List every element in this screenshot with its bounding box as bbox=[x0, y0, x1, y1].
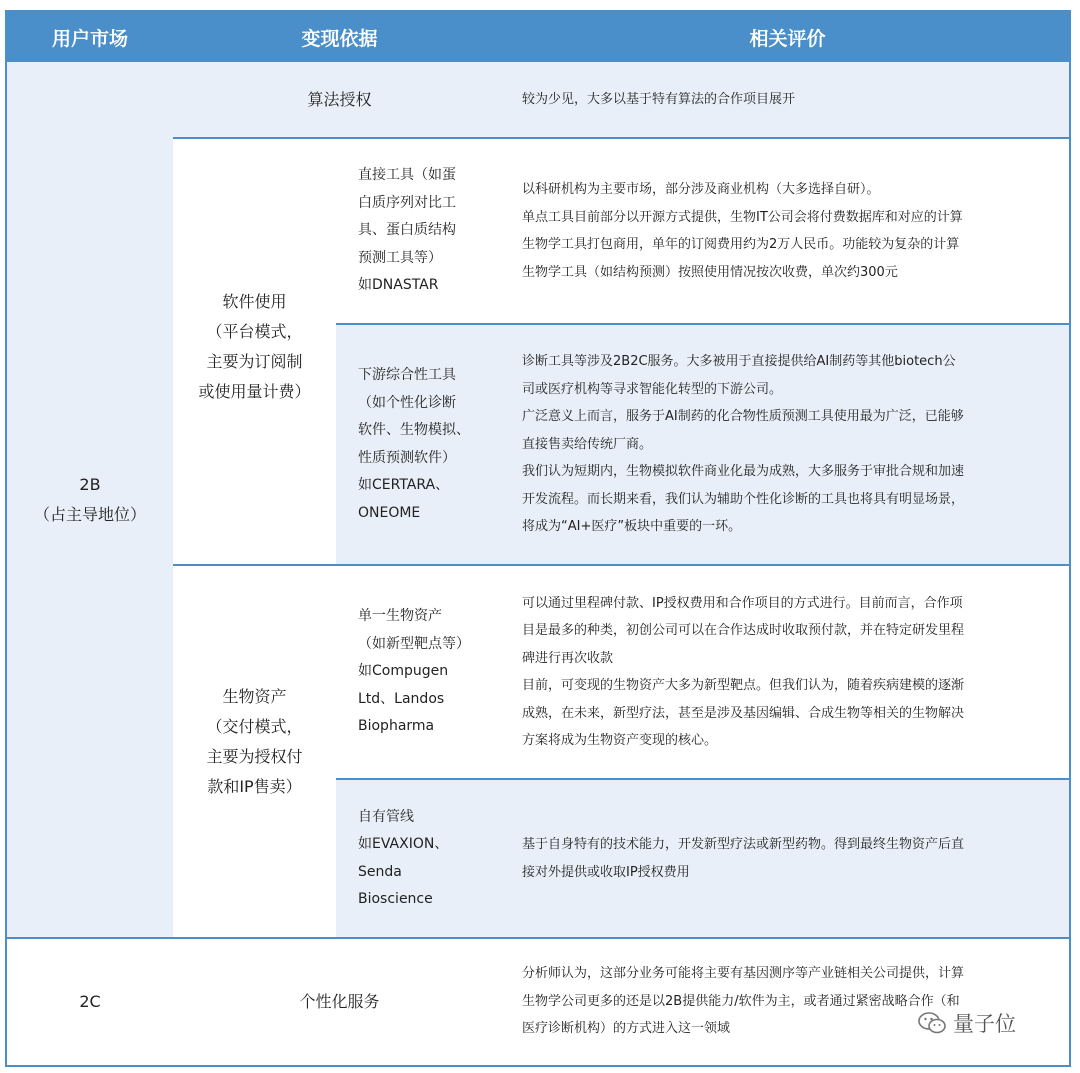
downstream-tools-line: （如个性化诊断 bbox=[358, 394, 456, 411]
software-label-line: （平台模式， bbox=[206, 321, 303, 341]
divider-algo bbox=[173, 137, 1069, 139]
bio-label-line: 主要为授权付 bbox=[206, 746, 303, 766]
market-2b-cell bbox=[7, 62, 173, 938]
downstream-review-line: 开发流程。而长期来看，我们认为辅助个性化诊断的工具也将具有明显场景， bbox=[522, 491, 965, 507]
b2c-review-line: 生物学公司更多的还是以2B提供能力/软件为主，或者通过紧密战略合作（和 bbox=[522, 993, 960, 1009]
wechat-icon bbox=[917, 1011, 947, 1035]
single-asset-line: （如新型靶点等） bbox=[358, 635, 470, 652]
direct-tools-line: 如DNASTAR bbox=[358, 277, 439, 294]
b2c-review-cell bbox=[506, 938, 1069, 1065]
single-review-line: 目是最多的种类，初创公司可以在合作达成时收取预付款，并在特定研发里程 bbox=[522, 623, 965, 638]
algo-basis: 算法授权 bbox=[307, 90, 372, 109]
single-review-line: 成熟，在未来，新型疗法，甚至是涉及基因编辑、合成生物等相关的生物解决 bbox=[522, 705, 965, 721]
single-review-line: 碑进行再次收款 bbox=[522, 650, 614, 666]
header-review: 相关评价 bbox=[506, 12, 1069, 62]
downstream-tools-line: 如CERTARA、 bbox=[358, 477, 450, 493]
algo-review-cell bbox=[506, 62, 1069, 138]
direct-tools-line: 白质序列对比工 bbox=[358, 194, 456, 211]
bio-label-line: 款和IP售卖） bbox=[207, 776, 302, 796]
divider-software-bio bbox=[173, 564, 1069, 566]
pipeline-review-line: 接对外提供或收取IP授权费用 bbox=[522, 864, 690, 880]
downstream-tools-cell bbox=[336, 324, 506, 565]
downstream-review-line: 直接售卖给传统厂商。 bbox=[522, 436, 653, 452]
personalized-service: 个性化服务 bbox=[299, 991, 380, 1011]
b2c-review-line: 医疗诊断机构）的方式进入这一领域 bbox=[522, 1021, 731, 1037]
single-review-line: 目前，可变现的生物资产大多为新型靶点。但我们认为，随着疾病建模的逐渐 bbox=[522, 678, 965, 693]
market-2c-cell bbox=[7, 938, 173, 1065]
single-asset-cell bbox=[336, 565, 506, 779]
personalized-service-cell bbox=[173, 938, 506, 1065]
algo-review: 较为少见，大多以基于特有算法的合作项目展开 bbox=[522, 92, 796, 108]
downstream-tools-line: 下游综合性工具 bbox=[358, 367, 456, 383]
downstream-review-line: 将成为“AI+医疗”板块中重要的一环。 bbox=[522, 519, 742, 535]
market-2c-label: 2C bbox=[79, 991, 101, 1011]
market-2b-note: （占主导地位） bbox=[33, 505, 146, 524]
direct-tools-line: 预测工具等） bbox=[358, 249, 442, 266]
bio-label-line: （交付模式， bbox=[206, 716, 303, 736]
direct-review-line: 生物学工具（如结构预测）按照使用情况按次收费，单次约300元 bbox=[522, 264, 898, 280]
pipeline-line: Senda bbox=[358, 863, 402, 880]
direct-tools-review-cell bbox=[506, 138, 1069, 324]
single-review-line: 方案将成为生物资产变现的核心。 bbox=[522, 733, 718, 748]
pipeline-line: 如EVAXION、 bbox=[358, 836, 449, 852]
software-label-line: 主要为订阅制 bbox=[206, 351, 303, 371]
downstream-tools-line: 软件、生物模拟、 bbox=[358, 422, 470, 438]
software-label-cell bbox=[173, 138, 336, 565]
direct-tools-cell bbox=[336, 138, 506, 324]
pipeline-review-line: 基于自身特有的技术能力，开发新型疗法或新型药物。得到最终生物资产后直 bbox=[522, 837, 965, 852]
watermark bbox=[917, 1008, 1016, 1038]
header-basis: 变现依据 bbox=[173, 12, 506, 62]
single-asset-review-cell bbox=[506, 565, 1069, 779]
divider-direct-downstream bbox=[336, 323, 1069, 325]
algo-basis-cell bbox=[173, 62, 506, 138]
single-review-line: 可以通过里程碑付款、IP授权费用和合作项目的方式进行。目前而言，合作项 bbox=[522, 595, 963, 611]
divider-2b-2c bbox=[7, 937, 1069, 939]
software-label-line: 或使用量计费） bbox=[198, 381, 311, 401]
bio-label-line: 生物资产 bbox=[222, 686, 287, 706]
pipeline-line: Bioscience bbox=[358, 891, 433, 907]
downstream-review-line: 司或医疗机构等寻求智能化转型的下游公司。 bbox=[522, 381, 783, 397]
downstream-review-line: 广泛意义上而言，服务于AI制药的化合物性质预测工具使用最为广泛，已能够 bbox=[522, 409, 964, 425]
downstream-tools-line: ONEOME bbox=[358, 504, 421, 521]
divider-single-pipeline bbox=[336, 778, 1069, 780]
market-2b-label: 2B bbox=[79, 475, 101, 494]
pipeline-review-cell bbox=[506, 779, 1069, 938]
direct-tools-line: 具、蛋白质结构 bbox=[358, 222, 456, 239]
single-asset-line: 如Compugen bbox=[358, 663, 449, 680]
pipeline-line: 自有管线 bbox=[358, 808, 414, 825]
direct-review-line: 生物学工具打包商用，单年的订阅费用约为2万人民币。功能较为复杂的计算 bbox=[522, 237, 960, 252]
single-asset-line: Ltd、Landos bbox=[358, 690, 445, 707]
pipeline-cell bbox=[336, 779, 506, 938]
downstream-review-line: 我们认为短期内，生物模拟软件商业化最为成熟，大多服务于审批合规和加速 bbox=[522, 464, 965, 480]
direct-review-line: 以科研机构为主要市场，部分涉及商业机构（大多选择自研）。 bbox=[522, 182, 880, 197]
direct-tools-line: 直接工具（如蛋 bbox=[358, 167, 456, 184]
single-asset-line: 单一生物资产 bbox=[358, 608, 442, 625]
header-market: 用户市场 bbox=[7, 12, 173, 62]
bio-asset-label-cell bbox=[173, 565, 336, 938]
watermark-text: 量子位 bbox=[953, 1012, 1016, 1036]
downstream-review-line: 诊断工具等涉及2B2C服务。大多被用于直接提供给AI制药等其他biotech公 bbox=[522, 354, 956, 370]
direct-review-line: 单点工具目前部分以开源方式提供，生物IT公司会将付费数据库和对应的计算 bbox=[522, 209, 963, 225]
single-asset-line: Biopharma bbox=[358, 718, 435, 735]
b2c-review-line: 分析师认为，这部分业务可能将主要有基因测序等产业链相关公司提供，计算 bbox=[522, 966, 965, 982]
software-label-line: 软件使用 bbox=[222, 291, 287, 311]
downstream-tools-review-cell bbox=[506, 324, 1069, 565]
downstream-tools-line: 性质预测软件） bbox=[358, 449, 456, 466]
